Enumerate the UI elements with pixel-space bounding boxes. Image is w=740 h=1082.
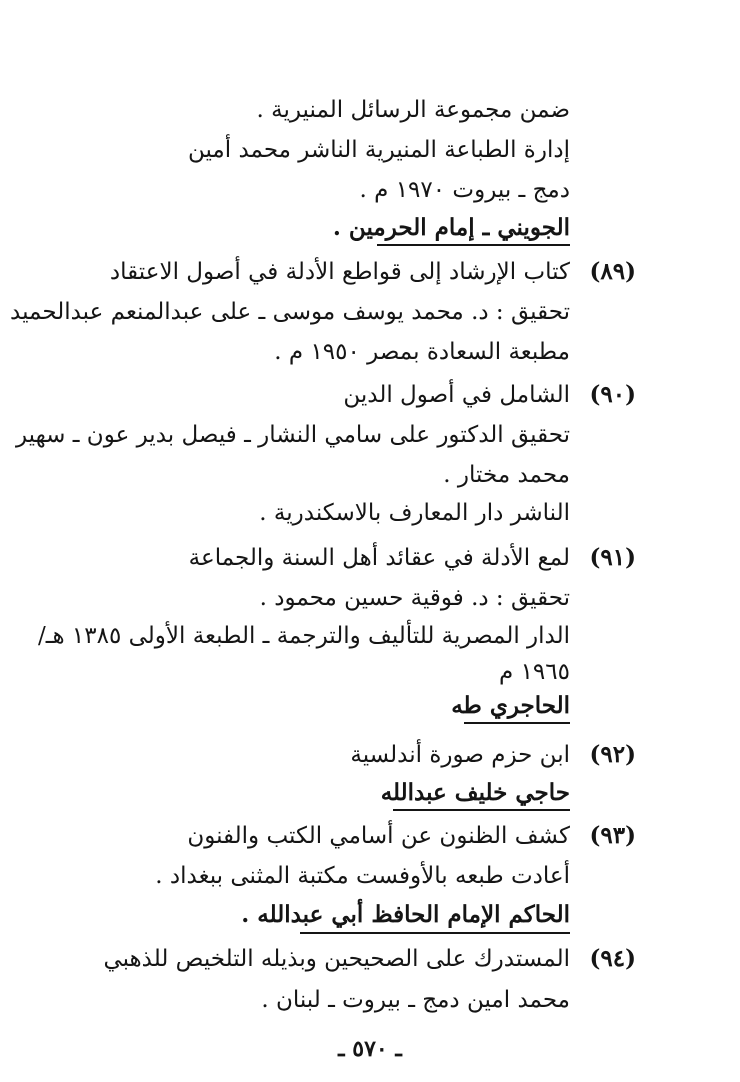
entry-title: المستدرك على الصحيحين وبذيله التلخيص للذهبي [103, 946, 570, 972]
entry-detail: الناشر دار المعارف بالاسكندرية . [259, 500, 570, 526]
entry-title: لمع الأدلة في عقائد أهل السنة والجماعة [188, 545, 570, 571]
entry-title: كتاب الإرشاد إلى قواطع الأدلة في أصول الاعتقاد [109, 259, 570, 285]
entry-number: (٩٢) [589, 741, 636, 768]
entry-detail: تحقيق : د. فوقية حسين محمود . [259, 585, 570, 611]
author-heading: الجويني ـ إمام الحرمين . [332, 214, 570, 241]
author-heading: حاجي خليف عبدالله [380, 779, 570, 806]
heading-underline [300, 932, 570, 934]
heading-underline [377, 244, 570, 246]
text-line: دمج ـ بيروت ١٩٧٠ م . [359, 177, 570, 203]
entry-detail: محمد امين دمج ـ بيروت ـ لبنان . [261, 987, 570, 1013]
entry-number: (٩٤) [589, 945, 636, 972]
entry-detail: محمد مختار . [443, 462, 570, 488]
entry-detail: مطبعة السعادة بمصر ١٩٥٠ م . [274, 339, 570, 365]
entry-number: (٩٣) [589, 822, 636, 849]
entry-detail: تحقيق الدكتور على سامي النشار ـ فيصل بدير عون ـ سهير [15, 422, 570, 448]
entry-number: (٨٩) [589, 258, 636, 285]
entry-detail: أعادت طبعه بالأوفست مكتبة المثنى ببغداد . [155, 863, 570, 889]
entry-number: (٩١) [589, 544, 636, 571]
heading-underline [393, 809, 570, 811]
text-line: ضمن مجموعة الرسائل المنيرية . [256, 97, 570, 123]
author-heading: الحاكم الإمام الحافظ أبي عبدالله . [241, 901, 570, 928]
entry-detail: ١٩٦٥ م [499, 659, 570, 685]
text-line: إدارة الطباعة المنيرية الناشر محمد أمين [187, 137, 570, 163]
page-number: ـ ٥٧٠ ـ [338, 1036, 402, 1062]
entry-detail: الدار المصرية للتأليف والترجمة ـ الطبعة الأولى ١٣٨٥ هـ/ [37, 623, 570, 649]
entry-number: (٩٠) [589, 381, 636, 408]
entry-title: كشف الظنون عن أسامي الكتب والفنون [187, 823, 570, 849]
entry-detail: تحقيق : د. محمد يوسف موسى ـ على عبدالمنعم عبدالحميد [10, 299, 570, 325]
author-heading: الحاجري طه [451, 692, 570, 719]
heading-underline [464, 722, 570, 724]
entry-title: ابن حزم صورة أندلسية [350, 742, 570, 768]
entry-title: الشامل في أصول الدين [343, 382, 570, 408]
